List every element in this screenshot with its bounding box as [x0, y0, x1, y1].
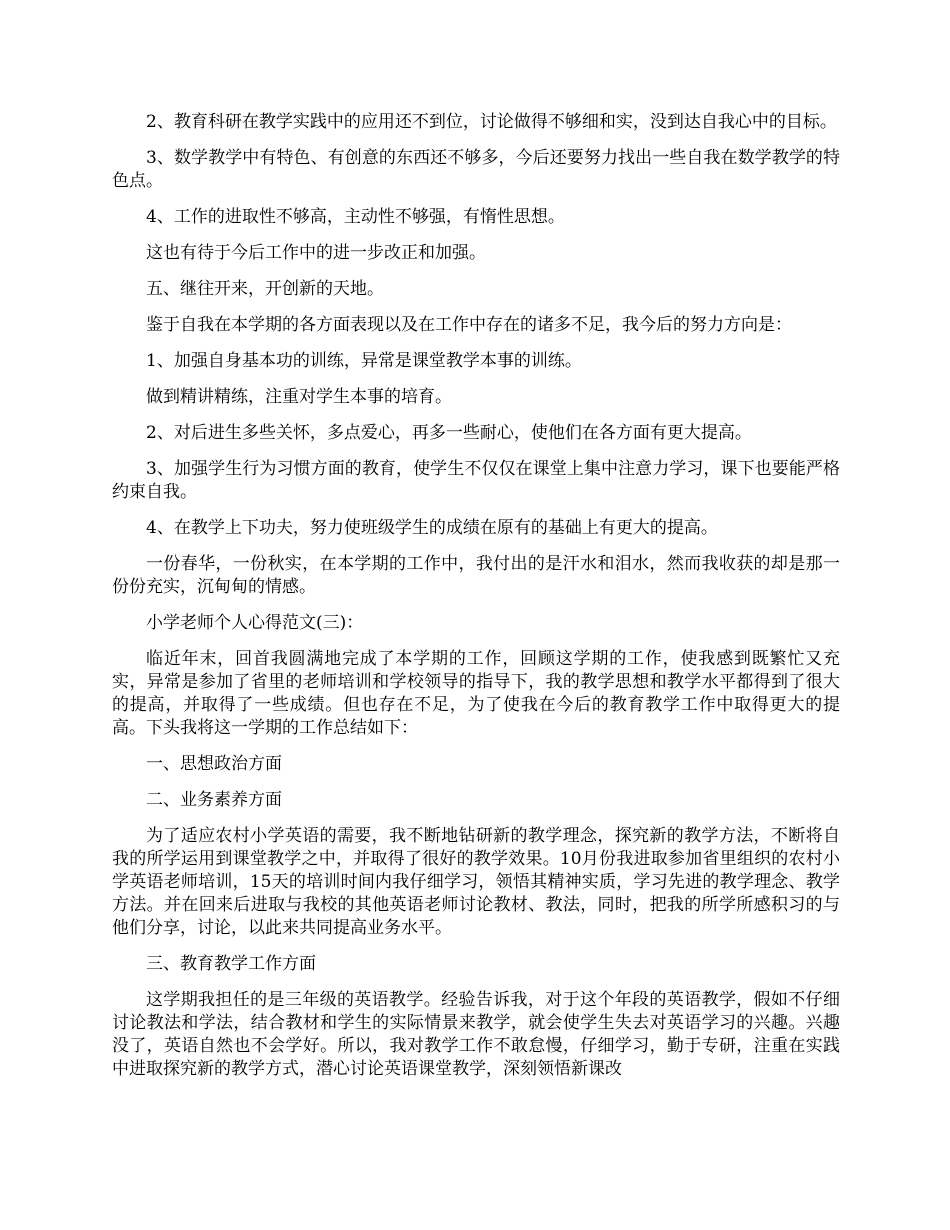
- section-heading: 一、思想政治方面: [146, 754, 282, 774]
- paragraph: 一份春华，一份秋实，在本学期的工作中，我付出的是汗水和泪水，然而我收获的却是那一份份充实，沉甸甸的情感。: [112, 554, 840, 597]
- paragraph: 做到精讲精练，注重对学生本事的培育。: [146, 387, 452, 407]
- paragraph: 临近年末，回首我圆满地完成了本学期的工作，回顾这学期的工作，使我感到既繁忙又充实，异常是参加了省里的老师培训和学校领导的指导下，我的教学思想和教学水平都得到了很大的提高，并取得了一些成绩。但也存在不足，为了使我在今后的教育教学工作中取得更大的提高。下头我将这一学期的工作总结如下：: [112, 649, 840, 738]
- paragraph: 2、对后进生多些关怀，多点爱心，再多一些耐心，使他们在各方面有更大提高。: [146, 423, 752, 443]
- paragraph: 为了适应农村小学英语的需要，我不断地钻研新的教学理念，探究新的教学方法，不断将自我的所学运用到课堂教学之中，并取得了很好的教学效果。10月份我进取参加省里组织的农村小学英语老师培训，15天的培训时间内我仔细学习，领悟其精神实质，学习先进的教学理念、教学方法。并在回来后进取与我校的其他英语老师讨论教材、教法，同时，把我的所学所感积习的与他们分享，讨论，以此来共同提高业务水平。: [112, 826, 840, 938]
- paragraph: 2、教育科研在教学实践中的应用还不到位，讨论做得不够细和实，没到达自我心中的目标。: [146, 112, 837, 132]
- paragraph: 4、工作的进取性不够高，主动性不够强，有惰性思想。: [146, 207, 565, 227]
- paragraph: 1、加强自身基本功的训练，异常是课堂教学本事的训练。: [146, 351, 582, 371]
- paragraph: 3、加强学生行为习惯方面的教育，使学生不仅仅在课堂上集中注意力学习，课下也要能严格约束自我。: [112, 459, 840, 502]
- section-heading: 五、继往开来，开创新的天地。: [146, 279, 384, 299]
- section-heading: 三、教育教学工作方面: [146, 954, 316, 974]
- paragraph: 这学期我担任的是三年级的英语教学。经验告诉我，对于这个年段的英语教学，假如不仔细讨论教法和学法，结合教材和学生的实际情景来教学，就会使学生失去对英语学习的兴趣。兴趣没了，英语自然也不会学好。所以，我对教学工作不敢怠慢，仔细学习，勤于专研，注重在实践中进取探究新的教学方式，潜心讨论英语课堂教学，深刻领悟新课改: [112, 990, 840, 1079]
- document-page: [112, 111, 840, 1094]
- section-heading: 二、业务素养方面: [146, 790, 282, 810]
- article-title: 小学老师个人心得范文(三)：: [146, 613, 364, 633]
- paragraph: 4、在教学上下功夫，努力使班级学生的成绩在原有的基础上有更大的提高。: [146, 518, 718, 538]
- paragraph: 鉴于自我在本学期的各方面表现以及在工作中存在的诸多不足，我今后的努力方向是：: [146, 315, 792, 335]
- paragraph: 3、数学教学中有特色、有创意的东西还不够多，今后还要努力找出一些自我在数学教学的特色点。: [112, 148, 840, 191]
- paragraph: 这也有待于今后工作中的进一步改正和加强。: [146, 243, 486, 263]
